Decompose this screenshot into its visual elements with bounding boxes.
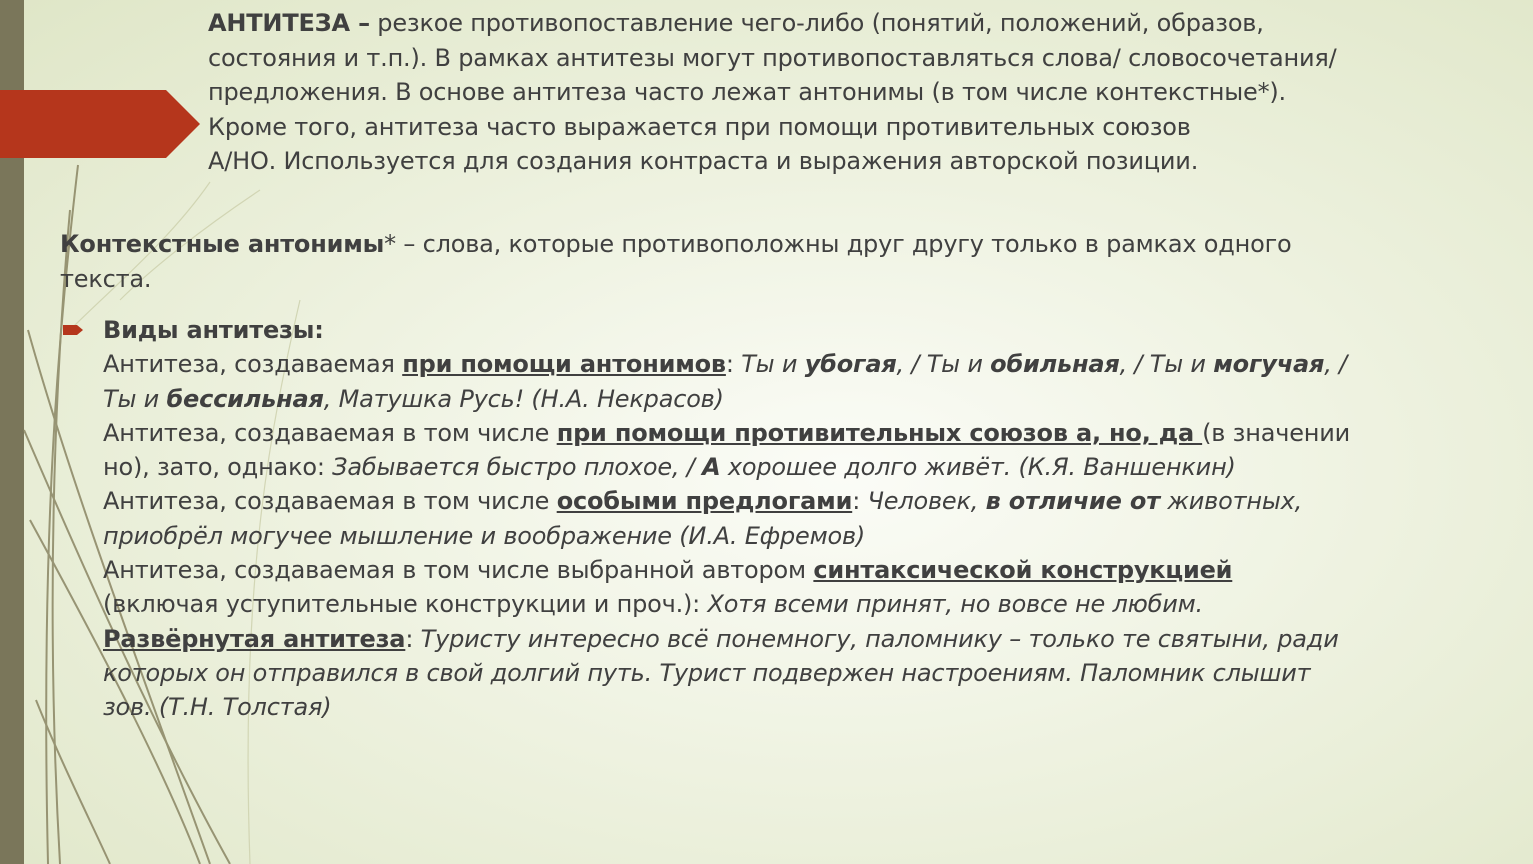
type-syntactic: Антитеза, создаваемая в том числе выбранной автором синтаксической конструкцией	[103, 556, 1233, 585]
type-conjunctions: Антитеза, создаваемая в том числе при помощи противительных союзов а, но, да (в значении	[103, 418, 1351, 447]
type-prepositions: Антитеза, создаваемая в том числе особыми предлогами: Человек, в отличие от животных,	[103, 487, 1303, 516]
antithesis-types-list: Виды антитезы: Антитеза, создаваемая при помощи антонимов: Ты и убогая, / Ты и обильная, / Ты и могучая, / Ты и бессильная, Матушка Русь! (Н.А. Некрасов) Антитеза, создаваемая в том числе при помощи противительных союзов а, но, да (в значении но), зато, однако: Забывается быстро плохое, / А хорошее долго живёт. (К.Я. Ваншенкин) Антитеза, создаваемая в том числе особыми предлогами: Человек, в отличие от животных, приобрёл могучее мышление и воображение (И.А. Ефремов) Антитеза, создаваемая в том числе выбранной автором синтаксической конструкцией (включая уступительные конструкции и проч.): Хотя всеми принят, но вовсе не любим. Развёрнутая антитеза: Туристу интересно всё понемногу, паломнику – только те святыни, ради которых он отправился в свой долгий путь. Турист подвержен настроениям. Паломник слышит зов. (Т.Н. Толстая)	[103, 313, 1513, 725]
types-heading: Виды антитезы:	[103, 316, 324, 344]
type-extended: Развёрнутая антитеза: Туристу интересно всё понемногу, паломнику – только те святыни, ради	[103, 624, 1339, 653]
context-antonyms-definition: Контекстные антонимы* – слова, которые противоположны друг другу только в рамках одного текста.	[60, 230, 1292, 293]
context-antonyms-term: Контекстные антонимы	[60, 230, 385, 258]
antithesis-definition: АНТИТЕЗА – резкое противопоставление чего-либо (понятий, положений, образов, состояния и т.п.). В рамках антитезы могут противопоставляться слова/ словосочетания/ предложения. В основе антитеза часто лежат антонимы (в том числе контекстные*). Кроме того, антитеза часто выражается при помощи противительных союзов А/НО. Используется для создания контраста и выражения авторской позиции.	[208, 9, 1337, 175]
type-antonyms: Антитеза, создаваемая при помощи антонимов: Ты и убогая, / Ты и обильная, / Ты и могучая, /	[103, 350, 1347, 379]
definition-term: АНТИТЕЗА –	[208, 9, 370, 37]
